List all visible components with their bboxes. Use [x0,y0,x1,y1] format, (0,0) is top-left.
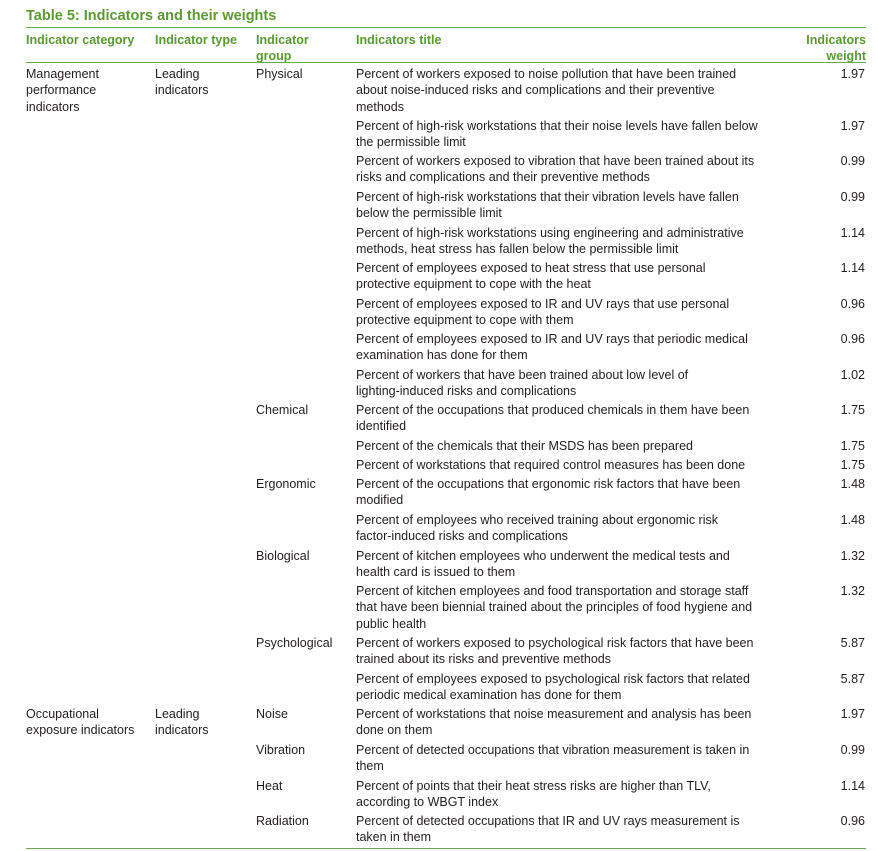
indicator-weight-cell: 1.75 [840,403,865,417]
category-line: indicators [26,99,80,114]
indicator-weight-cell: 1.75 [840,439,865,453]
indicator-line: Percent of workers exposed to psychological risk factors that have been [356,636,754,650]
indicator-line: Percent of kitchen employees who underwent the medical tests and [356,549,730,563]
indicator-weight-cell: 1.48 [840,477,865,491]
group-cell: Vibration [256,743,306,757]
group-cell: Ergonomic [256,477,316,491]
indicator-line: Percent of kitchen employees and food transportation and storage staff [356,584,749,598]
category-line: Management [26,67,99,81]
indicator-line: Percent of employees who received training about ergonomic risk [356,513,718,527]
type-line: indicators [155,723,209,738]
indicator-title-cell [356,438,796,454]
indicator-line: protective equipment to cope with the heat [356,277,591,292]
indicator-weight-cell: 1.32 [840,549,865,563]
indicator-line: Percent of employees exposed to heat stress that use personal [356,261,706,275]
indicator-title-cell [356,225,796,258]
indicator-line: that have been biennial trained about the principles of food hygiene and [356,600,753,615]
indicator-line: about noise-induced risks and complications and their preventive [356,83,715,98]
indicator-title-cell [356,367,796,400]
indicator-line: Percent of the occupations that ergonomic risk factors that have been [356,477,741,491]
header-group-line2: group [256,49,292,63]
indicator-line: methods [356,99,404,114]
type-line: indicators [155,83,209,98]
header-group-line1: Indicator [256,33,309,47]
indicator-line: the permissible limit [356,135,466,150]
indicator-line: risks and complications and their preventive methods [356,170,650,185]
indicator-line: trained about its risks and preventive methods [356,652,611,667]
indicator-line: Percent of workers exposed to vibration that have been trained about its [356,154,755,168]
indicator-line: Percent of workstations that noise measurement and analysis has been [356,707,752,721]
category-line: Occupational [26,707,99,721]
indicator-title-cell [356,671,796,704]
indicator-line: according to WBGT index [356,795,499,810]
group-cell: Heat [256,779,283,793]
type-cell [155,706,253,739]
header-indicators-title: Indicators title [356,33,442,47]
indicator-weight-cell: 1.32 [840,584,865,598]
indicator-title-cell [356,813,796,846]
group-cell: Radiation [256,814,309,828]
type-line: Leading [155,67,200,81]
indicator-title-cell [356,778,796,811]
indicator-weight-cell: 1.14 [840,779,865,793]
table-bottom-rule [26,848,866,849]
group-cell: Noise [256,707,288,721]
indicator-line: Percent of the chemicals that their MSDS has been prepared [356,439,693,453]
indicator-line: below the permissible limit [356,206,502,221]
indicator-line: Percent of high-risk workstations that their noise levels have fallen below [356,119,758,133]
indicator-line: them [356,759,384,774]
indicator-title-cell [356,66,796,115]
indicator-weight-cell: 1.14 [840,226,865,240]
indicator-weight-cell: 0.99 [840,154,865,168]
indicator-line: periodic medical examination has done for them [356,688,622,703]
indicator-line: health card is issued to them [356,565,516,580]
indicator-title-cell [356,118,796,151]
category-cell [26,706,151,739]
indicator-line: Percent of workers exposed to noise pollution that have been trained [356,67,737,81]
group-cell: Chemical [256,403,309,417]
indicator-line: done on them [356,723,433,738]
category-line: exposure indicators [26,723,135,738]
indicator-title-cell [356,296,796,329]
indicator-weight-cell: 1.97 [840,707,865,721]
indicator-weight-cell: 1.75 [840,458,865,472]
indicator-line: identified [356,419,407,434]
indicator-line: public health [356,616,427,631]
indicator-line: modified [356,493,404,508]
indicator-line: Percent of detected occupations that IR and UV rays measurement is [356,814,740,828]
type-cell [155,66,253,99]
indicator-title-cell [356,260,796,293]
indicator-weight-cell: 5.87 [840,672,865,686]
indicator-line: Percent of the occupations that produced chemicals in them have been [356,403,750,417]
indicator-weight-cell: 1.97 [840,119,865,133]
indicator-line: methods, heat stress has fallen below the permissible limit [356,242,679,257]
indicator-title-cell [356,189,796,222]
header-indicator-category: Indicator category [26,33,135,47]
indicator-weight-cell: 1.97 [840,67,865,81]
header-indicator-group [256,32,309,64]
indicator-line: lighting-induced risks and complications [356,384,577,399]
table-top-rule [26,27,866,28]
indicator-title-cell [356,512,796,545]
indicator-title-cell [356,548,796,581]
indicator-weight-cell: 5.87 [840,636,865,650]
header-indicator-type: Indicator type [155,33,237,47]
table-title: Table 5: Indicators and their weights [26,8,277,24]
category-cell [26,66,151,115]
category-line: performance [26,83,97,98]
indicator-weight-cell: 0.96 [840,814,865,828]
indicator-title-cell [356,476,796,509]
indicator-weight-cell: 0.96 [840,332,865,346]
group-cell: Psychological [256,636,333,650]
indicator-line: taken in them [356,830,432,845]
indicator-weight-cell: 1.14 [840,261,865,275]
indicator-title-cell [356,457,796,473]
indicator-title-cell [356,331,796,364]
group-cell: Biological [256,549,310,563]
indicator-weight-cell: 0.99 [840,190,865,204]
group-cell: Physical [256,67,303,81]
indicator-weight-cell: 1.02 [840,368,865,382]
indicator-line: Percent of high-risk workstations using engineering and administrative [356,226,744,240]
indicator-weight-cell: 0.96 [840,297,865,311]
indicator-title-cell [356,635,796,668]
indicator-title-cell [356,583,796,632]
indicator-title-cell [356,402,796,435]
indicator-line: Percent of employees exposed to IR and UV rays that use personal [356,297,730,311]
indicator-line: Percent of employees exposed to psychological risk factors that related [356,672,750,686]
indicator-title-cell [356,742,796,775]
indicator-title-cell [356,153,796,186]
indicator-title-cell [356,706,796,739]
type-line: Leading [155,707,200,721]
indicator-line: Percent of workstations that required control measures has been done [356,458,746,472]
indicator-line: Percent of high-risk workstations that their vibration levels have fallen [356,190,739,204]
indicator-weight-cell: 1.48 [840,513,865,527]
header-weight-line2: weight [826,49,866,63]
header-weight-line1: Indicators [806,33,866,47]
indicator-weight-cell: 0.99 [840,743,865,757]
indicator-line: Percent of detected occupations that vibration measurement is taken in [356,743,750,757]
indicator-line: factor-induced risks and complications [356,529,568,544]
indicator-line: Percent of employees exposed to IR and UV rays that periodic medical [356,332,748,346]
indicator-line: Percent of workers that have been trained about low level of [356,368,689,382]
indicator-line: Percent of points that their heat stress risks are higher than TLV, [356,779,711,793]
table-header-rule [26,62,866,63]
indicator-line: examination has done for them [356,348,528,363]
indicator-line: protective equipment to cope with them [356,313,574,328]
header-indicators-weight [806,32,866,64]
